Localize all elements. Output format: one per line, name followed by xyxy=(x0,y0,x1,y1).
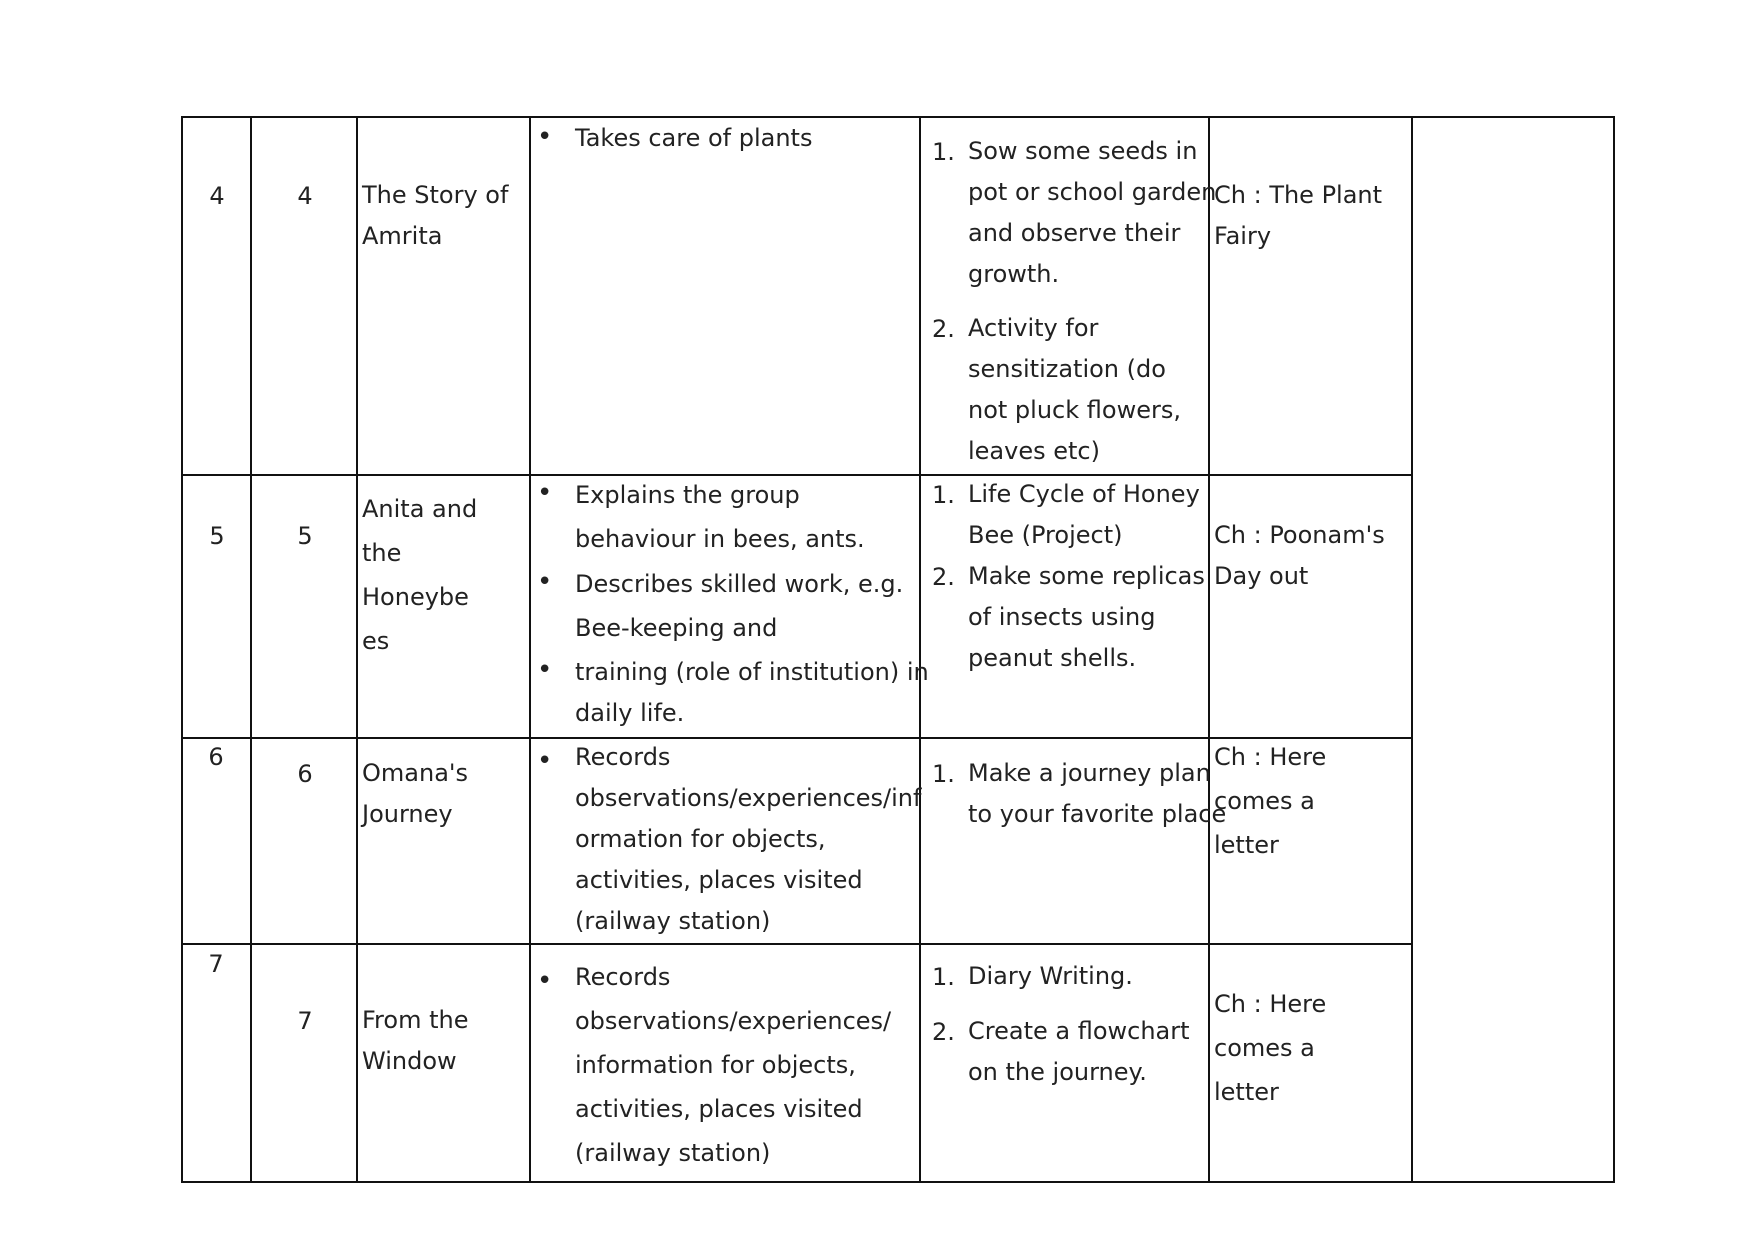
lesson-name: The Story of Amrita xyxy=(362,181,509,250)
table-border-right xyxy=(1613,116,1615,1183)
lesson-name: Omana's Journey xyxy=(362,759,468,828)
serial-number: 5 xyxy=(209,522,225,550)
list-number: 1. xyxy=(932,481,955,509)
column-divider xyxy=(529,116,531,1183)
activity-text: Make some replicas of insects using peanut shells. xyxy=(968,562,1205,672)
bullet-icon: • xyxy=(537,478,553,508)
serial-number: 4 xyxy=(209,182,225,210)
bullet-icon: • xyxy=(537,655,553,685)
week-number: 7 xyxy=(297,1007,313,1035)
activity-text: Create a flowchart on the journey. xyxy=(968,1017,1190,1086)
chapter-reference: Ch : Here comes a letter xyxy=(1214,990,1327,1106)
learning-outcome: training (role of institution) in daily life. xyxy=(575,658,929,727)
list-number: 2. xyxy=(932,315,955,343)
table-border-left xyxy=(181,116,183,1183)
chapter-reference: Ch : The Plant Fairy xyxy=(1214,181,1383,250)
column-divider xyxy=(919,116,921,1183)
list-number: 2. xyxy=(932,563,955,591)
activity-text: Life Cycle of Honey Bee (Project) xyxy=(968,480,1200,549)
bullet-icon: • xyxy=(537,746,553,776)
learning-outcome: Takes care of plants xyxy=(575,124,813,152)
learning-outcome: Describes skilled work, e.g. Bee-keeping and xyxy=(575,570,904,642)
learning-outcome: Records observations/experiences/inf ormation for objects, activities, places visited (railway station) xyxy=(575,743,922,935)
chapter-reference: Ch : Here comes a letter xyxy=(1214,743,1327,859)
column-divider xyxy=(356,116,358,1183)
list-number: 2. xyxy=(932,1018,955,1046)
row-divider xyxy=(181,943,1413,945)
list-number: 1. xyxy=(932,138,955,166)
list-number: 1. xyxy=(932,963,955,991)
activity-text: Sow some seeds in pot or school garden and observe their growth. xyxy=(968,137,1217,288)
table-border-top xyxy=(181,116,1615,118)
serial-number: 6 xyxy=(208,743,224,771)
lesson-name: Anita and the Honeybe es xyxy=(362,495,478,655)
column-divider xyxy=(1411,116,1413,1183)
serial-number: 7 xyxy=(208,950,224,978)
chapter-reference: Ch : Poonam's Day out xyxy=(1214,521,1385,590)
bullet-icon: • xyxy=(537,567,553,597)
bullet-icon: • xyxy=(537,966,553,996)
week-number: 5 xyxy=(297,522,313,550)
activity-text: Make a journey plan to your favorite place xyxy=(968,759,1227,828)
lesson-name: From the Window xyxy=(362,1006,469,1075)
bullet-icon: • xyxy=(537,122,553,152)
learning-outcome: Explains the group behaviour in bees, ants. xyxy=(575,481,865,553)
table-border-bottom xyxy=(181,1181,1615,1183)
activity-text: Diary Writing. xyxy=(968,962,1133,990)
column-divider xyxy=(250,116,252,1183)
week-number: 6 xyxy=(297,760,313,788)
learning-outcome: Records observations/experiences/ information for objects, activities, places visited (railway station) xyxy=(575,963,892,1167)
list-number: 1. xyxy=(932,760,955,788)
activity-text: Activity for sensitization (do not pluck flowers, leaves etc) xyxy=(968,314,1181,465)
week-number: 4 xyxy=(297,182,313,210)
